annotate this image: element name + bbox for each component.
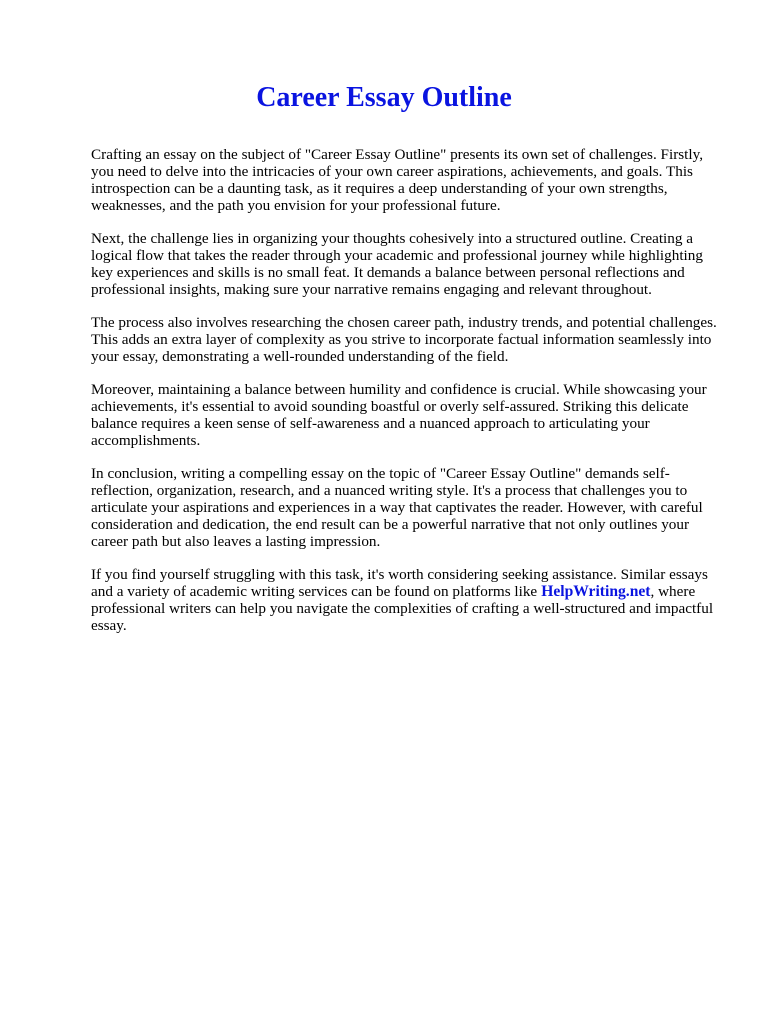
paragraph-2: Next, the challenge lies in organizing your thoughts cohesively into a structured outline. Creating a logical flow that takes the reader through your academic and professional journey while highlighting key experiences and skills is no small feat. It demands a balance between personal reflections and professional insights, making sure your narrative remains engaging and relevant throughout. xyxy=(91,230,703,298)
essay-body xyxy=(91,146,721,650)
paragraph-1: Crafting an essay on the subject of "Career Essay Outline" presents its own set of challenges. Firstly, you need to delve into the intricacies of your own career aspirations, achievements, and goals. This introspection can be a daunting task, as it requires a deep understanding of your own strengths, weaknesses, and the path you envision for your professional future. xyxy=(91,146,704,214)
paragraph-6-text-before-link: If you find yourself struggling with this task, it's worth considering seeking assistance. Similar essays and a variety of academic writing services can be found on platforms like xyxy=(91,566,708,600)
helpwriting-link[interactable]: HelpWriting.net xyxy=(541,583,651,600)
paragraph-6 xyxy=(91,566,721,634)
page-title: Career Essay Outline xyxy=(256,82,512,113)
paragraph-6-text-after-link: , where professional writers can help you navigate the complexities of crafting a well-structured and impactful essay. xyxy=(91,583,714,634)
paragraph-3: The process also involves researching the chosen career path, industry trends, and potential challenges. This adds an extra layer of complexity as you strive to incorporate factual information seamlessly into your essay, demonstrating a well-rounded understanding of the field. xyxy=(91,314,717,365)
paragraph-4: Moreover, maintaining a balance between humility and confidence is crucial. While showcasing your achievements, it's essential to avoid sounding boastful or overly self-assured. Striking this delicate balance requires a keen sense of self-awareness and a nuanced approach to articulating your accomplishments. xyxy=(91,381,707,449)
paragraph-5: In conclusion, writing a compelling essay on the topic of "Career Essay Outline" demands self-reflection, organization, research, and a nuanced writing style. It's a process that challenges you to articulate your aspirations and experiences in a way that captivates the reader. However, with careful consideration and dedication, the end result can be a powerful narrative that not only outlines your career path but also leaves a lasting impression. xyxy=(91,465,703,550)
